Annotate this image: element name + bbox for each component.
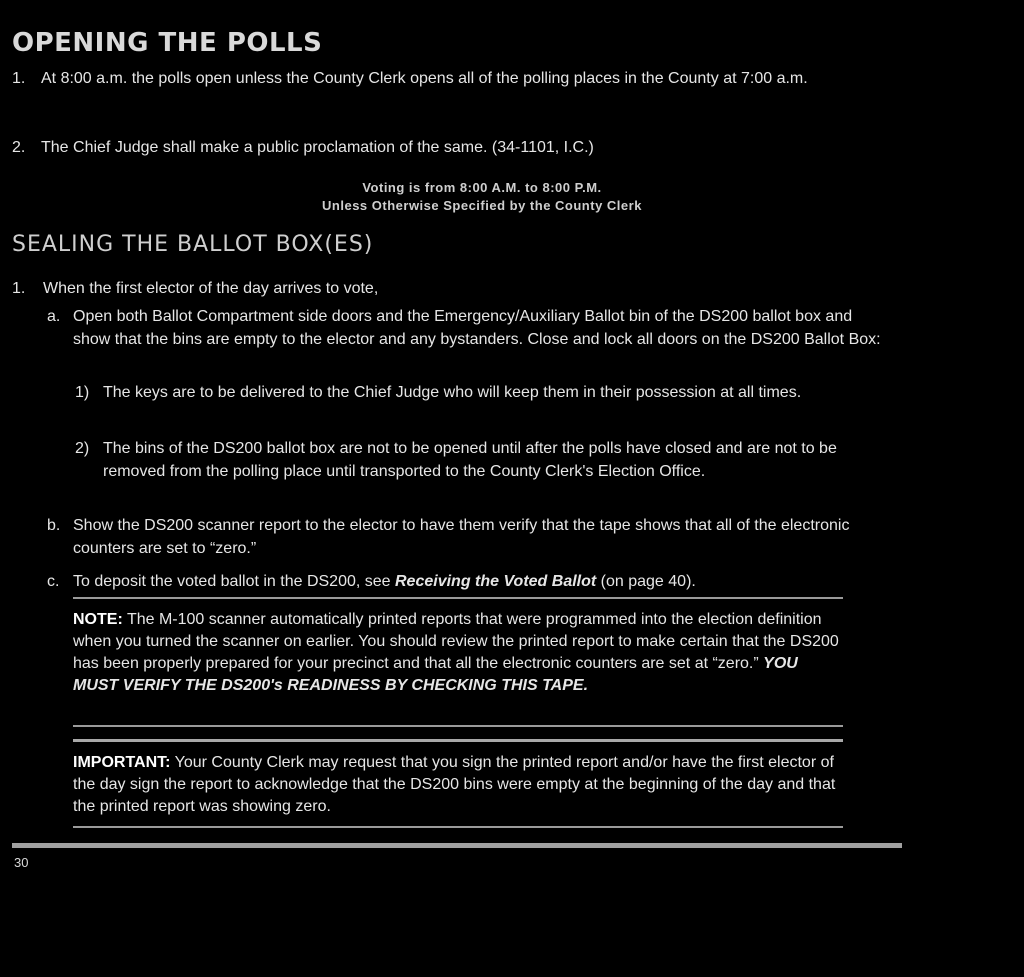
voting-hours-line: Voting is from 8:00 A.M. to 8:00 P.M. <box>362 180 602 195</box>
list-letter: b. <box>47 517 61 534</box>
list-number: 1) <box>75 384 90 401</box>
list-letter: a. <box>47 308 61 325</box>
list-text: Show the DS200 scanner report to the elector to have them verify that the tape shows that all of the electronic counters are set to “zero.” <box>73 517 850 557</box>
sealing-item-1 <box>12 277 882 300</box>
important-bottom-divider <box>73 826 843 828</box>
important-top-divider <box>73 739 843 742</box>
list-text: At 8:00 a.m. the polls open unless the County Clerk opens all of the polling places in the County at 7:00 a.m. <box>41 70 808 87</box>
important-label: IMPORTANT: <box>73 754 171 771</box>
list-text: The bins of the DS200 ballot box are not to be opened until after the polls have closed and are not to be removed from the polling place until transported to the County Clerk's Election Office. <box>103 440 837 480</box>
voting-hours-exception-line: Unless Otherwise Specified by the County Clerk <box>322 198 642 213</box>
page-number: 30 <box>14 855 29 870</box>
important-callout <box>73 752 843 818</box>
note-top-divider <box>73 597 843 599</box>
sealing-sub-item-2 <box>75 437 880 483</box>
note-callout <box>73 609 843 697</box>
sealing-sub-item-1 <box>75 381 880 404</box>
opening-item-2 <box>12 136 882 159</box>
page-footer-rule <box>12 843 902 848</box>
note-bottom-divider <box>73 725 843 727</box>
list-text: When the first elector of the day arrives to vote, <box>43 280 379 297</box>
note-emphasis: YOU MUST VERIFY THE DS200's READINESS BY CHECKING THIS TAPE. <box>73 655 798 694</box>
list-number: 2) <box>75 440 90 457</box>
list-number: 1. <box>12 280 26 297</box>
cross-reference-link[interactable]: Receiving the Voted Ballot <box>395 573 597 590</box>
list-text: To deposit the voted ballot in the DS200, see <box>73 573 395 590</box>
sealing-item-a <box>47 305 892 351</box>
opening-polls-heading: OPENING THE POLLS <box>12 28 323 58</box>
sealing-ballot-box-heading: SEALING THE BALLOT BOX(ES) <box>12 232 374 257</box>
sealing-item-c <box>47 570 892 593</box>
list-number: 1. <box>12 70 26 87</box>
opening-item-1 <box>12 67 882 90</box>
important-text: Your County Clerk may request that you sign the printed report and/or have the first elector of the day sign the report to acknowledge that the DS200 bins were empty at the beginning of the day and that the printed report was showing zero. <box>73 754 836 815</box>
list-text: The Chief Judge shall make a public proclamation of the same. (34-1101, I.C.) <box>41 139 594 156</box>
list-text: (on page 40). <box>596 573 696 590</box>
sealing-item-b <box>47 514 892 560</box>
note-text: The M-100 scanner automatically printed reports that were programmed into the election definition when you turned the scanner on earlier. You should review the printed report to make certain that the DS200 has been properly prepared for your precinct and that all the electronic counters are set at “zero.” <box>73 611 839 672</box>
list-letter: c. <box>47 573 60 590</box>
note-label: NOTE: <box>73 611 123 628</box>
list-text: Open both Ballot Compartment side doors and the Emergency/Auxiliary Ballot bin of the DS200 ballot box and show that the bins are empty to the elector and any bystanders. Close and lock all doors on the DS200 Ballot Box: <box>73 308 881 348</box>
list-text: The keys are to be delivered to the Chief Judge who will keep them in their possession at all times. <box>103 384 802 401</box>
list-number: 2. <box>12 139 26 156</box>
